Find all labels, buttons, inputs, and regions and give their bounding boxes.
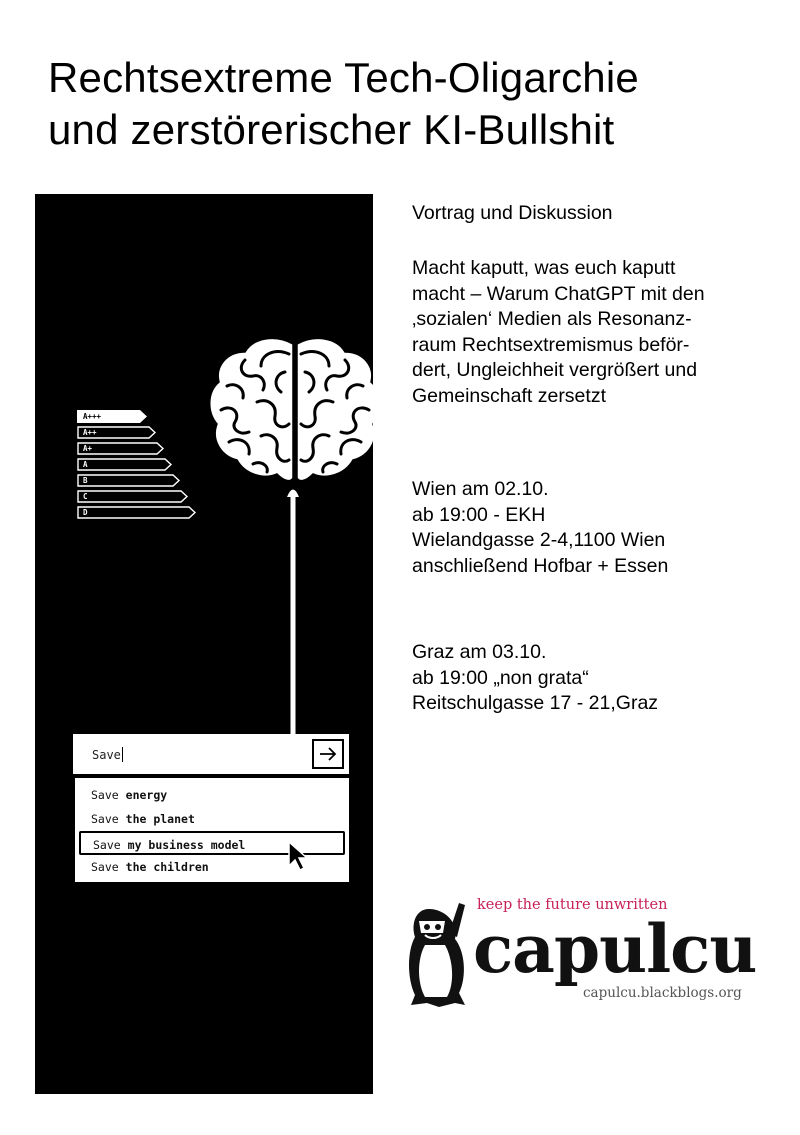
energy-class-label: B bbox=[83, 476, 88, 485]
talk-description bbox=[412, 256, 782, 409]
energy-arrow-icon bbox=[77, 474, 181, 487]
event-line: anschließend Hofbar + Essen bbox=[412, 554, 669, 577]
description-line: Gemeinschaft zersetzt bbox=[412, 384, 606, 407]
description-line: raum Rechtsextremismus beför- bbox=[412, 333, 690, 356]
energy-arrow-icon bbox=[77, 490, 189, 503]
mouse-cursor-icon bbox=[287, 840, 309, 872]
energy-class-label: A bbox=[83, 460, 88, 469]
energy-class-label: A++ bbox=[83, 428, 97, 437]
event-line: ab 19:00 - EKH bbox=[412, 503, 546, 526]
capulcu-logo bbox=[405, 895, 775, 1015]
suggestion-completion: my business model bbox=[127, 838, 246, 852]
description-line: Macht kaputt, was euch kaputt bbox=[412, 257, 676, 279]
event-line: Graz am 03.10. bbox=[412, 641, 547, 663]
suggestion-item[interactable] bbox=[75, 807, 349, 831]
description-line: ‚sozialen‘ Medien als Resonanz- bbox=[412, 308, 692, 330]
illustration-panel bbox=[35, 194, 373, 1094]
event-graz bbox=[412, 640, 782, 717]
energy-class-label: A+++ bbox=[83, 412, 102, 421]
search-submit-button[interactable] bbox=[312, 739, 344, 769]
suggestion-prefix: Save bbox=[91, 812, 119, 826]
energy-arrow-icon bbox=[77, 506, 197, 519]
poster-title bbox=[48, 52, 788, 156]
suggestion-prefix: Save bbox=[93, 838, 121, 852]
penguin-icon bbox=[405, 899, 475, 1011]
search-value: Save bbox=[92, 748, 121, 762]
suggestion-completion: energy bbox=[125, 788, 168, 802]
event-line: Wielandgasse 2-4,1100 Wien bbox=[412, 529, 666, 551]
suggestion-prefix: Save bbox=[91, 788, 119, 802]
search-box[interactable] bbox=[73, 734, 349, 774]
suggestion-prefix: Save bbox=[91, 860, 119, 874]
suggestion-completion: the children bbox=[125, 860, 209, 874]
energy-class-label: D bbox=[83, 508, 88, 517]
suggestion-completion: the planet bbox=[125, 812, 195, 826]
logo-name: capulcu bbox=[473, 910, 757, 988]
arrow-right-icon bbox=[319, 747, 337, 761]
event-line: Wien am 02.10. bbox=[412, 478, 549, 500]
text-caret bbox=[122, 747, 123, 762]
energy-arrow-icon bbox=[77, 458, 173, 471]
search-input[interactable] bbox=[92, 747, 123, 762]
event-line: ab 19:00 „non grata“ bbox=[412, 666, 589, 689]
event-type-text: Vortrag und Diskussion bbox=[412, 202, 613, 224]
title-line-2: und zerstörerischer KI-Bullshit bbox=[48, 106, 615, 153]
description-line: macht – Warum ChatGPT mit den bbox=[412, 282, 705, 305]
energy-class-label: C bbox=[83, 492, 88, 501]
logo-url[interactable]: capulcu.blackblogs.org bbox=[583, 985, 742, 1001]
brain-icon bbox=[205, 332, 373, 742]
title-line-1: Rechtsextreme Tech-Oligarchie bbox=[48, 54, 639, 101]
suggestion-item[interactable] bbox=[75, 783, 349, 807]
logo-tagline: keep the future unwritten bbox=[477, 897, 668, 913]
energy-class-label: A+ bbox=[83, 444, 93, 453]
event-type bbox=[412, 201, 782, 227]
description-line: dert, Ungleichheit vergrößert und bbox=[412, 359, 698, 381]
event-wien bbox=[412, 477, 782, 579]
event-line: Reitschulgasse 17 - 21,Graz bbox=[412, 692, 659, 714]
